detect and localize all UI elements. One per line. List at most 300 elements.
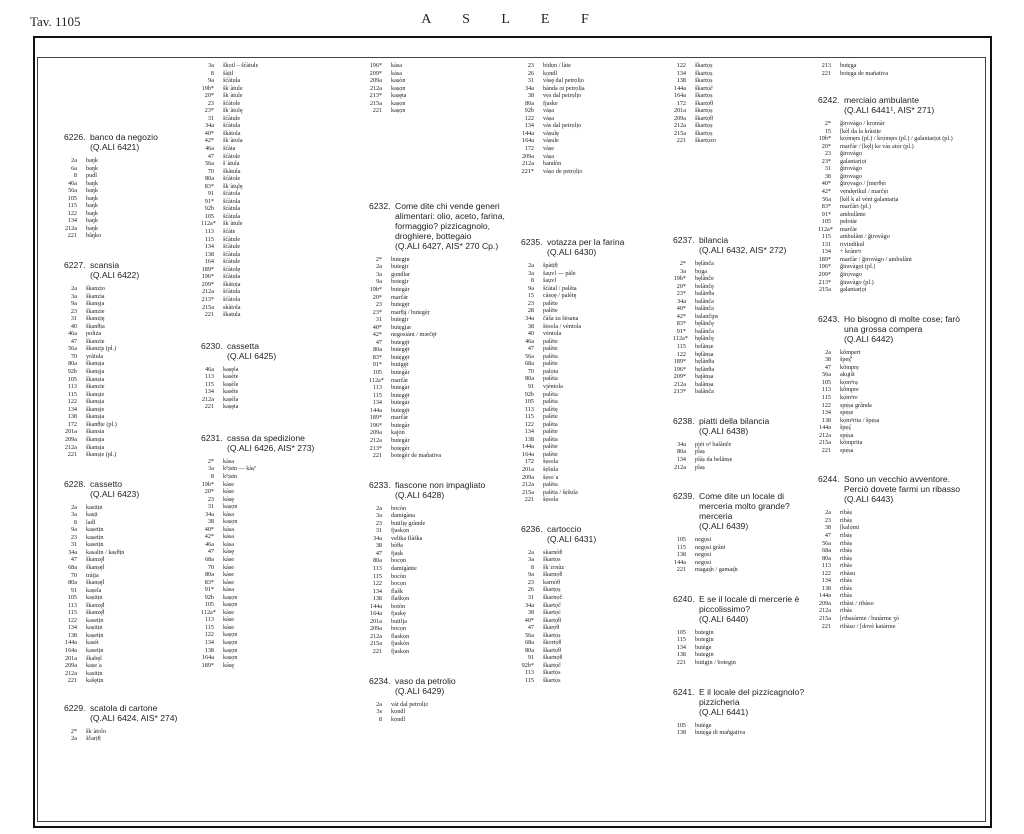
dialect-form: baŋk <box>86 217 98 225</box>
point-number: 113 <box>821 562 831 570</box>
data-row <box>521 677 666 685</box>
data-row <box>369 422 514 430</box>
entry-title-text: banco da negozio <box>90 132 158 142</box>
dialect-form: škanzịę <box>86 315 105 323</box>
point-number: 38 <box>527 609 534 617</box>
data-row <box>64 413 194 421</box>
dialect-form: marčàr <box>840 225 858 233</box>
point-number: 115 <box>676 343 686 351</box>
point-number: 105 <box>821 218 831 226</box>
dialect-form: škartọ́ṣ <box>695 107 713 115</box>
entry-title-text: Come dite chi vende generi alimentari: olio, aceto, farina, formaggio? pizzicagnolo, droghiere, bottegaio <box>395 200 505 241</box>
data-row <box>64 285 194 293</box>
data-row <box>673 107 813 115</box>
dialect-form: palète <box>543 428 558 436</box>
data-row <box>818 600 968 608</box>
plate-number: Tav. 1105 <box>30 14 81 29</box>
entry-section <box>673 687 813 737</box>
data-row <box>521 168 666 176</box>
point-number: 83* <box>204 182 214 190</box>
point-number: 112a* <box>673 335 688 343</box>
dialect-form: kasète <box>223 388 239 396</box>
entry-section <box>64 479 194 685</box>
point-number: 47 <box>70 337 77 345</box>
data-row <box>673 388 813 396</box>
data-row <box>369 77 514 85</box>
dialect-form: bọtẹgèr <box>391 444 410 452</box>
dialect-form: škartọ́ć <box>543 609 561 617</box>
point-number: 91 <box>70 586 77 594</box>
dialect-form: špàtịθ̣ <box>543 262 558 270</box>
point-number: 56a <box>68 187 77 195</box>
data-row <box>201 533 361 541</box>
data-row <box>64 330 194 338</box>
point-number: 91* <box>821 210 831 218</box>
data-row <box>64 368 194 376</box>
dialect-form: bọ́ga <box>695 267 708 275</box>
data-row <box>521 122 666 130</box>
point-number: 189* <box>673 358 686 366</box>
data-row <box>521 315 666 323</box>
dialect-form: kaṣọn <box>223 503 238 511</box>
data-row <box>818 540 968 548</box>
point-number: 134 <box>821 577 831 585</box>
dialect-form: kàsę <box>223 548 234 556</box>
dialect-form: ambulãnt / ğirovàgo <box>840 233 890 241</box>
data-row <box>369 331 514 339</box>
point-number: 221 <box>676 566 686 574</box>
point-number: 8 <box>530 563 534 571</box>
dialect-form: ribàs <box>840 577 853 585</box>
dialect-form: palète <box>543 337 558 345</box>
data-row <box>521 654 666 662</box>
point-number: 113 <box>204 228 214 236</box>
point-number: 138 <box>676 729 686 737</box>
data-row <box>818 394 968 402</box>
dialect-form: škanzia <box>86 292 105 300</box>
entry-title-text: votazza per la farina <box>547 237 625 248</box>
dialect-form: butẹ́gę̈r <box>391 353 410 361</box>
dialect-form: vẹ́s dal petrọlịo <box>543 92 582 100</box>
entry-title <box>699 416 813 436</box>
dialect-form: [kalọ́mi <box>840 524 860 532</box>
dialect-form: škartọ́č <box>695 84 713 92</box>
data-row <box>521 624 666 632</box>
data-row <box>369 701 514 709</box>
data-row <box>369 603 514 611</box>
point-number: 209a <box>521 152 534 160</box>
data-row <box>818 143 968 151</box>
data-row <box>818 386 968 394</box>
point-number: 212a <box>369 84 382 92</box>
point-number: 212a <box>521 481 534 489</box>
dialect-form: škanzę̈l <box>86 556 105 564</box>
data-row <box>673 456 813 464</box>
point-number: 2a <box>528 548 534 556</box>
dialect-form: spẹ́ṣa <box>840 431 854 439</box>
dialect-form: butegę̈r <box>391 346 410 354</box>
entry-section <box>673 491 813 574</box>
data-row <box>521 330 666 338</box>
point-number: 221 <box>372 452 382 460</box>
data-row <box>64 519 194 527</box>
point-number: 221 <box>67 232 77 240</box>
dialect-form: palète <box>543 307 558 315</box>
dialect-form: kàsa <box>223 533 234 541</box>
data-row <box>201 594 361 602</box>
point-number: 91* <box>204 197 214 205</box>
dialect-form: kàsa <box>223 586 234 594</box>
dialect-form: marθ̣ą́ / butegè̤r <box>391 308 430 316</box>
data-row <box>369 324 514 332</box>
data-row <box>521 262 666 270</box>
dialect-form: kõmprita <box>840 439 863 447</box>
dialect-form: škartọ́ṣ <box>695 122 713 130</box>
data-row <box>818 379 968 387</box>
data-row <box>673 275 813 283</box>
point-number: 3s <box>376 708 382 716</box>
dialect-form: šaụvl — pàle <box>543 269 576 277</box>
dialect-form: kaṣe˙a <box>86 662 102 670</box>
dialect-form: flašk <box>391 587 404 595</box>
point-number: 164 <box>204 258 214 266</box>
point-number: 8 <box>210 69 214 77</box>
dialect-form: škanṣịe (pl.) <box>86 451 117 459</box>
point-number: 105 <box>204 212 214 220</box>
data-row <box>521 77 666 85</box>
point-number: 20* <box>204 488 214 496</box>
dialect-form: ribàs <box>840 592 853 600</box>
entry-number: 6239. <box>673 491 695 502</box>
dialect-form: škanṣịa <box>86 398 105 406</box>
dialect-form: škartọ́s <box>543 669 561 677</box>
point-number: 122 <box>67 616 77 624</box>
dialect-form: ribàṣ <box>840 516 853 524</box>
data-row <box>369 85 514 93</box>
data-row <box>201 304 361 312</box>
questionnaire-ref: (Q.ALI 6439) <box>699 521 749 532</box>
entry-heading <box>818 314 968 344</box>
point-number: 23 <box>375 519 382 527</box>
data-row <box>369 573 514 581</box>
entry-column <box>369 62 514 817</box>
point-number: 115 <box>204 235 214 243</box>
dialect-form: kasét <box>86 639 99 647</box>
data-row <box>201 243 361 251</box>
point-number: 38 <box>824 524 831 532</box>
data-row <box>201 236 361 244</box>
point-number: 92b <box>524 390 534 398</box>
data-row <box>369 294 514 302</box>
entry-section <box>818 62 968 77</box>
point-number: 31 <box>70 541 77 549</box>
point-number: 196* <box>369 62 382 69</box>
point-number: 131 <box>821 240 831 248</box>
point-number: 3a <box>376 512 382 520</box>
entry-title-text: Come dite un locale di merceria molto grande? merceria <box>699 491 790 522</box>
point-number: 112a* <box>201 220 216 228</box>
dialect-form: baŋk <box>86 157 98 164</box>
data-row <box>201 366 361 374</box>
data-row <box>673 366 813 374</box>
data-row <box>201 496 361 504</box>
data-row <box>673 551 813 559</box>
point-number: 23* <box>204 107 214 115</box>
point-number: 189* <box>201 661 214 669</box>
data-row <box>673 268 813 276</box>
point-number: 2a <box>376 504 382 512</box>
entry-section <box>818 95 968 294</box>
dialect-form: bocọn <box>391 580 407 588</box>
data-row <box>64 315 194 323</box>
entry-title-text: Sono un vecchio avventore. Perciò dovete farmi un ribasso <box>844 474 961 495</box>
data-row <box>521 285 666 293</box>
point-number: 144a <box>818 592 831 600</box>
dialect-form: šk˙àtųlę <box>223 182 243 190</box>
point-number: 113 <box>67 383 77 391</box>
point-number: 138 <box>372 595 382 603</box>
data-row <box>818 279 968 287</box>
point-number: 215a <box>201 303 214 311</box>
dialect-form: vàṣule <box>543 137 559 145</box>
point-number: 23 <box>527 62 534 69</box>
dialect-form: vàt dal petrolịo <box>391 700 429 708</box>
data-row <box>369 301 514 309</box>
data-row <box>64 428 194 436</box>
point-number: 115 <box>821 393 831 401</box>
point-number: 56a <box>68 345 77 353</box>
dialect-form: kaṣęla <box>223 365 239 373</box>
point-number: 92b <box>67 368 77 376</box>
entry-number: 6235. <box>521 237 543 248</box>
dialect-form: kaṣela <box>86 586 102 594</box>
entry-heading <box>673 594 813 624</box>
data-row <box>521 406 666 414</box>
data-row <box>201 92 361 100</box>
dialect-form: ribàs <box>840 607 853 615</box>
point-number: 105 <box>821 378 831 386</box>
data-row <box>673 636 813 644</box>
data-row <box>673 566 813 574</box>
point-number: 2a <box>376 263 382 271</box>
entry-title <box>227 433 361 453</box>
point-number: 31 <box>375 527 382 535</box>
questionnaire-ref: (Q.ALI 6421) <box>90 142 140 152</box>
dialect-form: fjaṣkę <box>391 610 406 618</box>
point-number: 6a <box>71 164 77 172</box>
point-number: 70 <box>207 167 214 175</box>
point-number: 134 <box>676 69 686 77</box>
point-number: 47 <box>207 152 214 160</box>
data-row <box>673 464 813 472</box>
point-number: 138 <box>821 416 831 424</box>
dialect-form: šćàtole <box>223 175 241 183</box>
dialect-form: šẹ́šula <box>543 465 559 473</box>
point-number: 115 <box>204 623 214 631</box>
dialect-form: marčàr <box>391 414 409 422</box>
questionnaire-ref: (Q.ALI 6441¹, AIS* 271) <box>844 105 935 116</box>
data-row <box>201 488 361 496</box>
entry-section <box>201 62 361 319</box>
data-row <box>369 550 514 558</box>
data-row <box>521 647 666 655</box>
dialect-form: kaṣòn <box>391 77 406 85</box>
dialect-form: kàse <box>223 555 234 563</box>
data-row <box>673 729 813 737</box>
point-number: 23 <box>375 301 382 309</box>
dialect-form: šàịtl <box>223 69 234 77</box>
point-number: 23 <box>527 299 534 307</box>
dialect-form: šćàtola <box>223 190 241 198</box>
data-row <box>201 85 361 93</box>
point-number: 196* <box>673 365 686 373</box>
data-row <box>673 358 813 366</box>
dialect-form: kaṣọn <box>223 631 238 639</box>
point-number: 3a <box>680 267 686 275</box>
dialect-form: negọ́si <box>695 551 712 559</box>
point-number: 113 <box>67 601 77 609</box>
dialect-form: kaṣọn <box>223 654 238 662</box>
dialect-form: kasalin / kaṣθịn <box>86 548 125 556</box>
dialect-form: kàse <box>223 563 234 571</box>
data-row <box>521 85 666 93</box>
dialect-form: škartọ́θ̣ <box>695 114 714 122</box>
data-row <box>818 432 968 440</box>
entry-title-text: scansia <box>90 260 120 271</box>
point-number: 46a <box>68 179 77 187</box>
dialect-form: butegę̈r <box>391 406 410 414</box>
dialect-form: kaṣọn <box>223 593 238 601</box>
data-row <box>521 617 666 625</box>
dialect-form: škartọ́ṣ <box>695 69 713 77</box>
dialect-form: škartọ́č <box>543 661 561 669</box>
point-number: 115 <box>204 380 214 388</box>
dialect-form: bãŋko <box>86 232 102 240</box>
data-row <box>818 417 968 425</box>
dialect-form: baŋk <box>86 202 98 210</box>
data-row <box>201 137 361 145</box>
dialect-form: butegę̈r <box>391 391 410 399</box>
dialect-form: škanzie <box>86 307 105 315</box>
point-number: 91 <box>527 654 534 662</box>
dialect-form: kàsa <box>223 540 234 548</box>
data-row <box>521 100 666 108</box>
point-number: 46a <box>205 365 214 373</box>
dialect-form: [ribasàrme / butàrme ʒó <box>840 614 899 622</box>
dialect-form: špẹṣ̣̂ <box>840 424 851 432</box>
dialect-form: palètę <box>543 405 558 413</box>
dialect-form: butilịę grànde <box>391 519 426 527</box>
point-number: 23 <box>207 99 214 107</box>
data-row <box>521 383 666 391</box>
entry-number: 6226. <box>64 132 86 142</box>
point-number: 38 <box>824 356 831 364</box>
point-number: 189* <box>369 414 382 422</box>
dialect-form: šćàtule <box>223 114 241 122</box>
dialect-form: magaṣ̣̂n / gamaṣ̣̂n <box>695 566 738 574</box>
point-number: 40* <box>204 525 214 533</box>
dialect-form: šk˙àtule <box>223 84 243 92</box>
dialect-form: butẹ́ga <box>840 62 857 69</box>
data-row <box>369 445 514 453</box>
data-row <box>64 391 194 399</box>
data-row <box>369 429 514 437</box>
point-number: 115 <box>524 677 534 684</box>
data-row <box>369 369 514 377</box>
data-row <box>201 258 361 266</box>
point-number: 212a <box>673 463 686 471</box>
point-number: 122 <box>821 569 831 577</box>
dialect-form: kaṣịt <box>86 511 98 519</box>
data-row <box>369 346 514 354</box>
point-number: 189* <box>201 265 214 273</box>
dialect-form: butegịn <box>391 255 410 263</box>
entry-title-text: cassetta <box>227 340 260 351</box>
data-row <box>64 735 194 743</box>
data-row <box>64 594 194 602</box>
point-number: 213 <box>821 62 831 69</box>
entry-section <box>673 62 813 145</box>
dialect-form: kàse <box>223 480 234 488</box>
point-number: 91* <box>372 361 382 369</box>
data-row <box>369 542 514 550</box>
dialect-form: ğirọ́vago / ʃmẹrθẹ́r <box>840 180 887 188</box>
dialect-form: šćàtula <box>223 212 241 220</box>
point-number: 196* <box>369 421 382 429</box>
data-row <box>673 92 813 100</box>
point-number: 221 <box>67 677 77 685</box>
point-number: 42* <box>676 312 686 320</box>
dialect-form: šẹ́sola <box>543 496 559 504</box>
dialect-form: baŋk <box>86 164 98 172</box>
dialect-form: škanṣę̈l <box>86 563 105 571</box>
data-row <box>64 556 194 564</box>
dialect-form: butegịr <box>391 263 409 271</box>
dialect-form: kaṣęta <box>391 92 407 100</box>
point-number: 221 <box>372 107 382 115</box>
data-row <box>818 439 968 447</box>
entry-title-text: Ho bisogno di molte cose; farò una grossa compera <box>844 313 961 334</box>
data-row <box>673 298 813 306</box>
atlas-title: A S L E F <box>421 12 603 27</box>
entry-number: 6237. <box>673 235 695 246</box>
dialect-form: vàṣo de petrọ́lịo <box>543 167 583 175</box>
dialect-form: palèta <box>543 420 558 428</box>
data-row <box>818 517 968 525</box>
dialect-form: butigịn / botegịn <box>695 658 736 666</box>
data-row <box>521 602 666 610</box>
data-row <box>64 655 194 663</box>
point-number: 172 <box>676 99 686 107</box>
data-row <box>201 388 361 396</box>
data-row <box>673 70 813 78</box>
entry-section <box>673 416 813 471</box>
dialect-form: škabęl <box>86 654 102 662</box>
entry-heading <box>818 95 968 115</box>
point-number: 38 <box>527 92 534 100</box>
dialect-form: škanzi̯s (pl.) <box>86 345 117 353</box>
dialect-form: palète <box>543 345 558 353</box>
point-number: 144a <box>521 129 534 137</box>
data-row <box>818 356 968 364</box>
point-number: 122 <box>524 114 534 122</box>
dialect-form: krọ́męrs (pl.) / krọ́męrs (pl.) / galantarịọt (pl.) <box>840 135 953 143</box>
point-number: 68a <box>525 639 534 647</box>
data-row <box>673 77 813 85</box>
point-number: 20* <box>372 293 382 301</box>
data-row <box>64 165 194 173</box>
dialect-form: botegèr de mañativa <box>391 452 442 460</box>
